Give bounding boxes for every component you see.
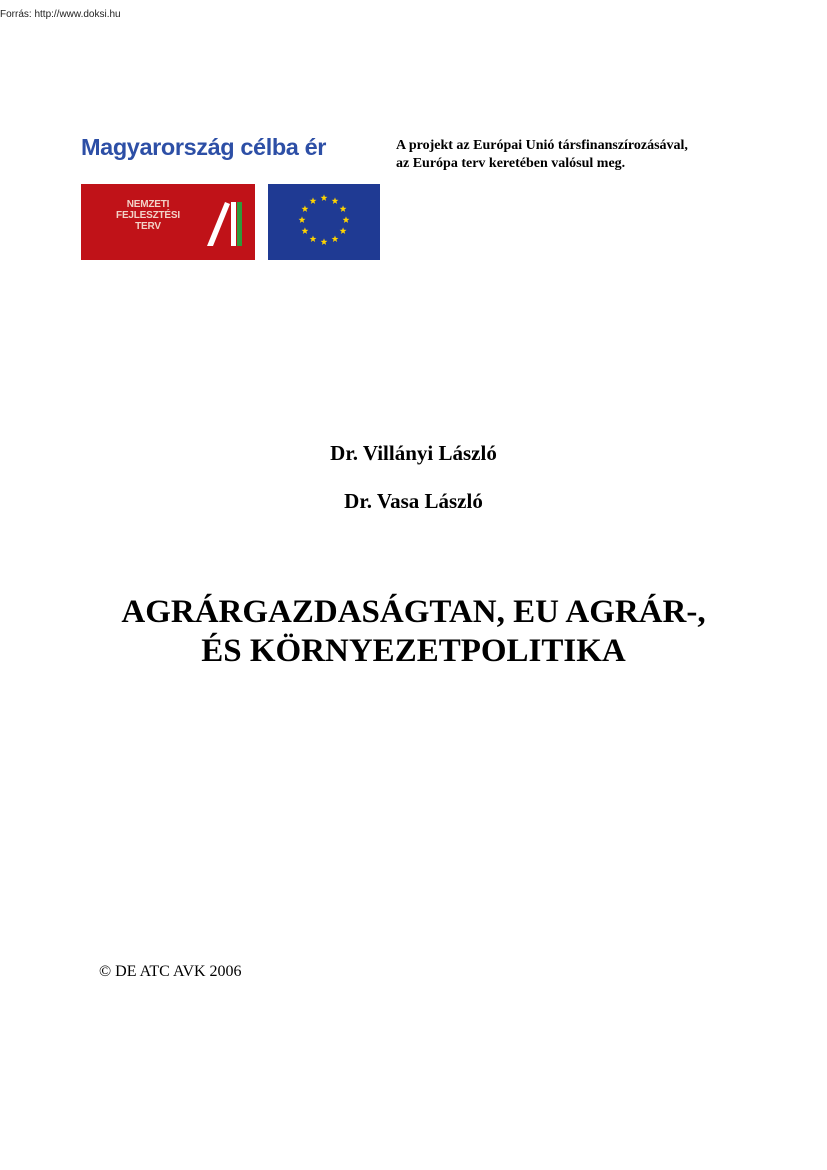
eu-stars-icon xyxy=(268,184,380,260)
copyright-notice: © DE ATC AVK 2006 xyxy=(99,963,242,980)
eu-star-icon xyxy=(321,194,328,201)
eu-flag-panel xyxy=(268,184,380,260)
eu-star-icon xyxy=(302,205,309,212)
eu-star-icon xyxy=(340,205,347,212)
nft-line-2: FEJLESZTÉSI xyxy=(116,210,180,221)
author-1: Dr. Villányi László xyxy=(330,441,497,465)
eu-star-icon xyxy=(299,216,306,223)
flag-stripes-icon xyxy=(81,184,255,260)
title-line-2: ÉS KÖRNYEZETPOLITIKA xyxy=(201,633,626,669)
eu-star-icon xyxy=(332,197,339,204)
eu-star-icon xyxy=(302,227,309,234)
title-line-1: AGRÁRGAZDASÁGTAN, EU AGRÁR-, xyxy=(121,594,706,630)
funding-logo-banner xyxy=(81,128,380,260)
funding-note-line-1: A projekt az Európai Unió társfinanszírozásával, xyxy=(396,138,688,153)
nft-logo-panel xyxy=(81,184,255,260)
funding-note xyxy=(396,137,776,173)
nft-line-1: NEMZETI xyxy=(126,199,170,210)
eu-star-icon xyxy=(321,238,328,245)
author-2: Dr. Vasa László xyxy=(344,489,483,513)
nft-line-3: TERV xyxy=(135,221,161,232)
banner-slogan: Magyarország célba ér xyxy=(81,134,326,160)
eu-star-icon xyxy=(332,235,339,242)
source-note: Forrás: http://www.doksi.hu xyxy=(0,9,121,20)
eu-star-icon xyxy=(310,197,317,204)
eu-star-icon xyxy=(340,227,347,234)
eu-star-icon xyxy=(310,235,317,242)
funding-note-line-2: az Európa terv keretében valósul meg. xyxy=(396,156,626,171)
eu-star-icon xyxy=(343,216,350,223)
document-title xyxy=(0,593,827,671)
